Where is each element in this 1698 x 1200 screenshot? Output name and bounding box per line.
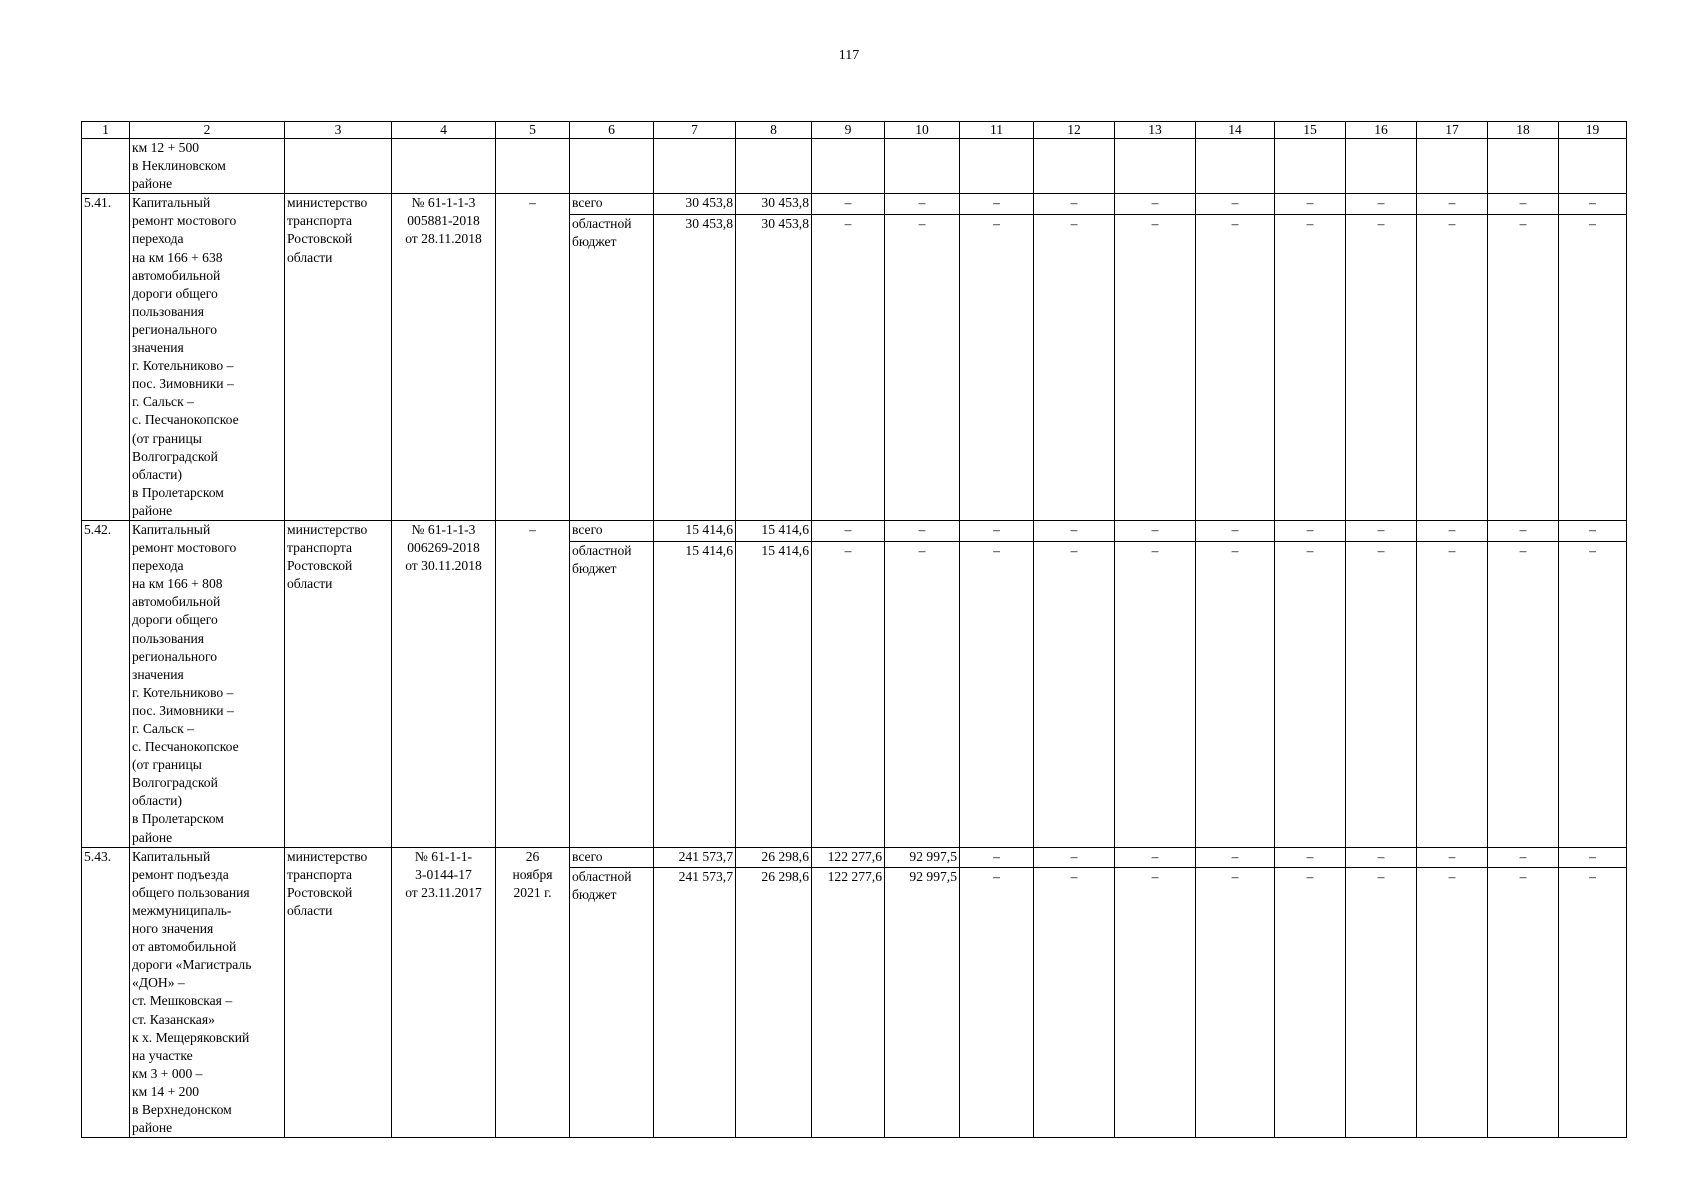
cell-budget-col-14: –	[1196, 541, 1275, 847]
cell-total-col-18: –	[1488, 847, 1559, 868]
cell-total-col-17: –	[1417, 520, 1488, 541]
cell-budget-col-16: –	[1346, 214, 1417, 520]
cell-budget-col-7: 15 414,6	[654, 541, 736, 847]
cell-total-col-7: 15 414,6	[654, 520, 736, 541]
cell-customer: министерство транспорта Ростовской области	[285, 520, 392, 847]
cell-budget-col-18: –	[1488, 214, 1559, 520]
cell-num	[82, 139, 130, 194]
cell-budget-col-17: –	[1417, 868, 1488, 1138]
column-number-row	[82, 122, 1627, 139]
cell-total-col-17: –	[1417, 847, 1488, 868]
cell-total-col-9: –	[812, 520, 885, 541]
cell-empty	[1559, 139, 1627, 194]
cell-total-col-19: –	[1559, 194, 1627, 215]
cell-total-col-10: –	[885, 194, 960, 215]
column-number-6: 6	[570, 122, 654, 139]
cell-num: 5.43.	[82, 847, 130, 1138]
column-number-7: 7	[654, 122, 736, 139]
column-number-5: 5	[496, 122, 570, 139]
cell-total-col-17: –	[1417, 194, 1488, 215]
cell-budget-col-13: –	[1115, 541, 1196, 847]
column-number-4: 4	[392, 122, 496, 139]
cell-total-col-11: –	[960, 847, 1034, 868]
cell-total-col-16: –	[1346, 847, 1417, 868]
project-row-total	[82, 194, 1627, 215]
cell-total-col-11: –	[960, 520, 1034, 541]
cell-budget-col-8: 30 453,8	[736, 214, 812, 520]
cell-customer: министерство транспорта Ростовской области	[285, 847, 392, 1138]
cell-total-col-15: –	[1275, 520, 1346, 541]
column-number-8: 8	[736, 122, 812, 139]
cell-budget-col-11: –	[960, 541, 1034, 847]
cell-empty	[1196, 139, 1275, 194]
cell-total-col-8: 15 414,6	[736, 520, 812, 541]
cell-total-col-15: –	[1275, 194, 1346, 215]
cell-source-budget: областной бюджет	[570, 868, 654, 1138]
cell-budget-col-8: 15 414,6	[736, 541, 812, 847]
cell-budget-col-9: –	[812, 214, 885, 520]
cell-budget-col-10: –	[885, 214, 960, 520]
cell-budget-col-8: 26 298,6	[736, 868, 812, 1138]
column-number-2: 2	[130, 122, 285, 139]
cell-name: Капитальный ремонт мостового перехода на км 166 + 808 автомобильной дороги общего пользования регионального значения г. Котельниково – пос. Зимовники – г. Сальск – с. Песчанокопское (от границы Волгоградской области) в Пролетарском районе	[130, 520, 285, 847]
cell-total-col-15: –	[1275, 847, 1346, 868]
column-number-9: 9	[812, 122, 885, 139]
cell-budget-col-9: –	[812, 541, 885, 847]
cell-document: № 61-1-1-3 005881-2018 от 28.11.2018	[392, 194, 496, 521]
cell-source-budget: областной бюджет	[570, 214, 654, 520]
cell-budget-col-19: –	[1559, 541, 1627, 847]
cell-empty	[1034, 139, 1115, 194]
project-row-total	[82, 520, 1627, 541]
cell-total-col-16: –	[1346, 520, 1417, 541]
cell-budget-col-14: –	[1196, 214, 1275, 520]
cell-empty	[1417, 139, 1488, 194]
cell-budget-col-17: –	[1417, 214, 1488, 520]
cell-budget-col-15: –	[1275, 868, 1346, 1138]
cell-empty	[960, 139, 1034, 194]
cell-total-col-8: 30 453,8	[736, 194, 812, 215]
cell-total-col-9: 122 277,6	[812, 847, 885, 868]
cell-empty	[570, 139, 654, 194]
cell-source-total: всего	[570, 520, 654, 541]
cell-total-col-12: –	[1034, 194, 1115, 215]
cell-document: № 61-1-1- 3-0144-17 от 23.11.2017	[392, 847, 496, 1138]
cell-empty	[1115, 139, 1196, 194]
cell-total-col-13: –	[1115, 847, 1196, 868]
cell-total-col-13: –	[1115, 520, 1196, 541]
cell-total-col-18: –	[1488, 194, 1559, 215]
cell-empty	[1488, 139, 1559, 194]
cell-budget-col-7: 30 453,8	[654, 214, 736, 520]
column-number-18: 18	[1488, 122, 1559, 139]
cell-num: 5.42.	[82, 520, 130, 847]
cell-budget-col-12: –	[1034, 214, 1115, 520]
cell-budget-col-12: –	[1034, 868, 1115, 1138]
cell-date: –	[496, 520, 570, 847]
column-number-15: 15	[1275, 122, 1346, 139]
cell-empty	[736, 139, 812, 194]
cell-empty	[392, 139, 496, 194]
project-row-total	[82, 847, 1627, 868]
budget-table	[81, 121, 1627, 1138]
cell-source-total: всего	[570, 194, 654, 215]
cell-empty	[654, 139, 736, 194]
cell-budget-col-13: –	[1115, 214, 1196, 520]
cell-total-col-14: –	[1196, 194, 1275, 215]
cell-total-col-9: –	[812, 194, 885, 215]
cell-total-col-19: –	[1559, 847, 1627, 868]
column-number-3: 3	[285, 122, 392, 139]
cell-budget-col-18: –	[1488, 541, 1559, 847]
cell-total-col-14: –	[1196, 847, 1275, 868]
cell-empty	[812, 139, 885, 194]
cell-name: км 12 + 500 в Неклиновском районе	[130, 139, 285, 194]
cell-budget-col-14: –	[1196, 868, 1275, 1138]
cell-empty	[885, 139, 960, 194]
column-number-1: 1	[82, 122, 130, 139]
cell-source-budget: областной бюджет	[570, 541, 654, 847]
cell-name: Капитальный ремонт мостового перехода на км 166 + 638 автомобильной дороги общего пользования регионального значения г. Котельниково – пос. Зимовники – г. Сальск – с. Песчанокопское (от границы Волгоградской области) в Пролетарском районе	[130, 194, 285, 521]
cell-budget-col-19: –	[1559, 214, 1627, 520]
cell-total-col-7: 30 453,8	[654, 194, 736, 215]
cell-source-total: всего	[570, 847, 654, 868]
cell-budget-col-18: –	[1488, 868, 1559, 1138]
column-number-11: 11	[960, 122, 1034, 139]
cell-total-col-14: –	[1196, 520, 1275, 541]
cell-total-col-13: –	[1115, 194, 1196, 215]
cell-date: 26 ноября 2021 г.	[496, 847, 570, 1138]
cell-budget-col-15: –	[1275, 541, 1346, 847]
cell-budget-col-12: –	[1034, 541, 1115, 847]
cell-budget-col-15: –	[1275, 214, 1346, 520]
cell-budget-col-7: 241 573,7	[654, 868, 736, 1138]
cell-num: 5.41.	[82, 194, 130, 521]
cell-budget-col-17: –	[1417, 541, 1488, 847]
column-number-13: 13	[1115, 122, 1196, 139]
continuation-row	[82, 139, 1627, 194]
cell-budget-col-13: –	[1115, 868, 1196, 1138]
cell-total-col-10: –	[885, 520, 960, 541]
cell-name: Капитальный ремонт подъезда общего пользования межмуниципаль- ного значения от автомобильной дороги «Магистраль «ДОН» – ст. Мешковская – ст. Казанская» к х. Мещеряковский на участке км 3 + 000 – км 14 + 200 в Верхнедонском районе	[130, 847, 285, 1138]
cell-empty	[285, 139, 392, 194]
column-number-14: 14	[1196, 122, 1275, 139]
cell-budget-col-10: –	[885, 541, 960, 847]
column-number-16: 16	[1346, 122, 1417, 139]
column-number-17: 17	[1417, 122, 1488, 139]
cell-budget-col-10: 92 997,5	[885, 868, 960, 1138]
cell-total-col-10: 92 997,5	[885, 847, 960, 868]
cell-total-col-19: –	[1559, 520, 1627, 541]
cell-customer: министерство транспорта Ростовской области	[285, 194, 392, 521]
cell-total-col-12: –	[1034, 520, 1115, 541]
page-number: 117	[838, 48, 860, 63]
cell-budget-col-16: –	[1346, 541, 1417, 847]
cell-budget-col-11: –	[960, 214, 1034, 520]
cell-total-col-12: –	[1034, 847, 1115, 868]
cell-total-col-7: 241 573,7	[654, 847, 736, 868]
cell-budget-col-19: –	[1559, 868, 1627, 1138]
cell-budget-col-16: –	[1346, 868, 1417, 1138]
cell-budget-col-9: 122 277,6	[812, 868, 885, 1138]
cell-budget-col-11: –	[960, 868, 1034, 1138]
cell-total-col-8: 26 298,6	[736, 847, 812, 868]
cell-empty	[496, 139, 570, 194]
cell-total-col-18: –	[1488, 520, 1559, 541]
cell-document: № 61-1-1-3 006269-2018 от 30.11.2018	[392, 520, 496, 847]
column-number-10: 10	[885, 122, 960, 139]
cell-empty	[1346, 139, 1417, 194]
cell-empty	[1275, 139, 1346, 194]
column-number-12: 12	[1034, 122, 1115, 139]
cell-date: –	[496, 194, 570, 521]
cell-total-col-16: –	[1346, 194, 1417, 215]
cell-total-col-11: –	[960, 194, 1034, 215]
column-number-19: 19	[1559, 122, 1627, 139]
